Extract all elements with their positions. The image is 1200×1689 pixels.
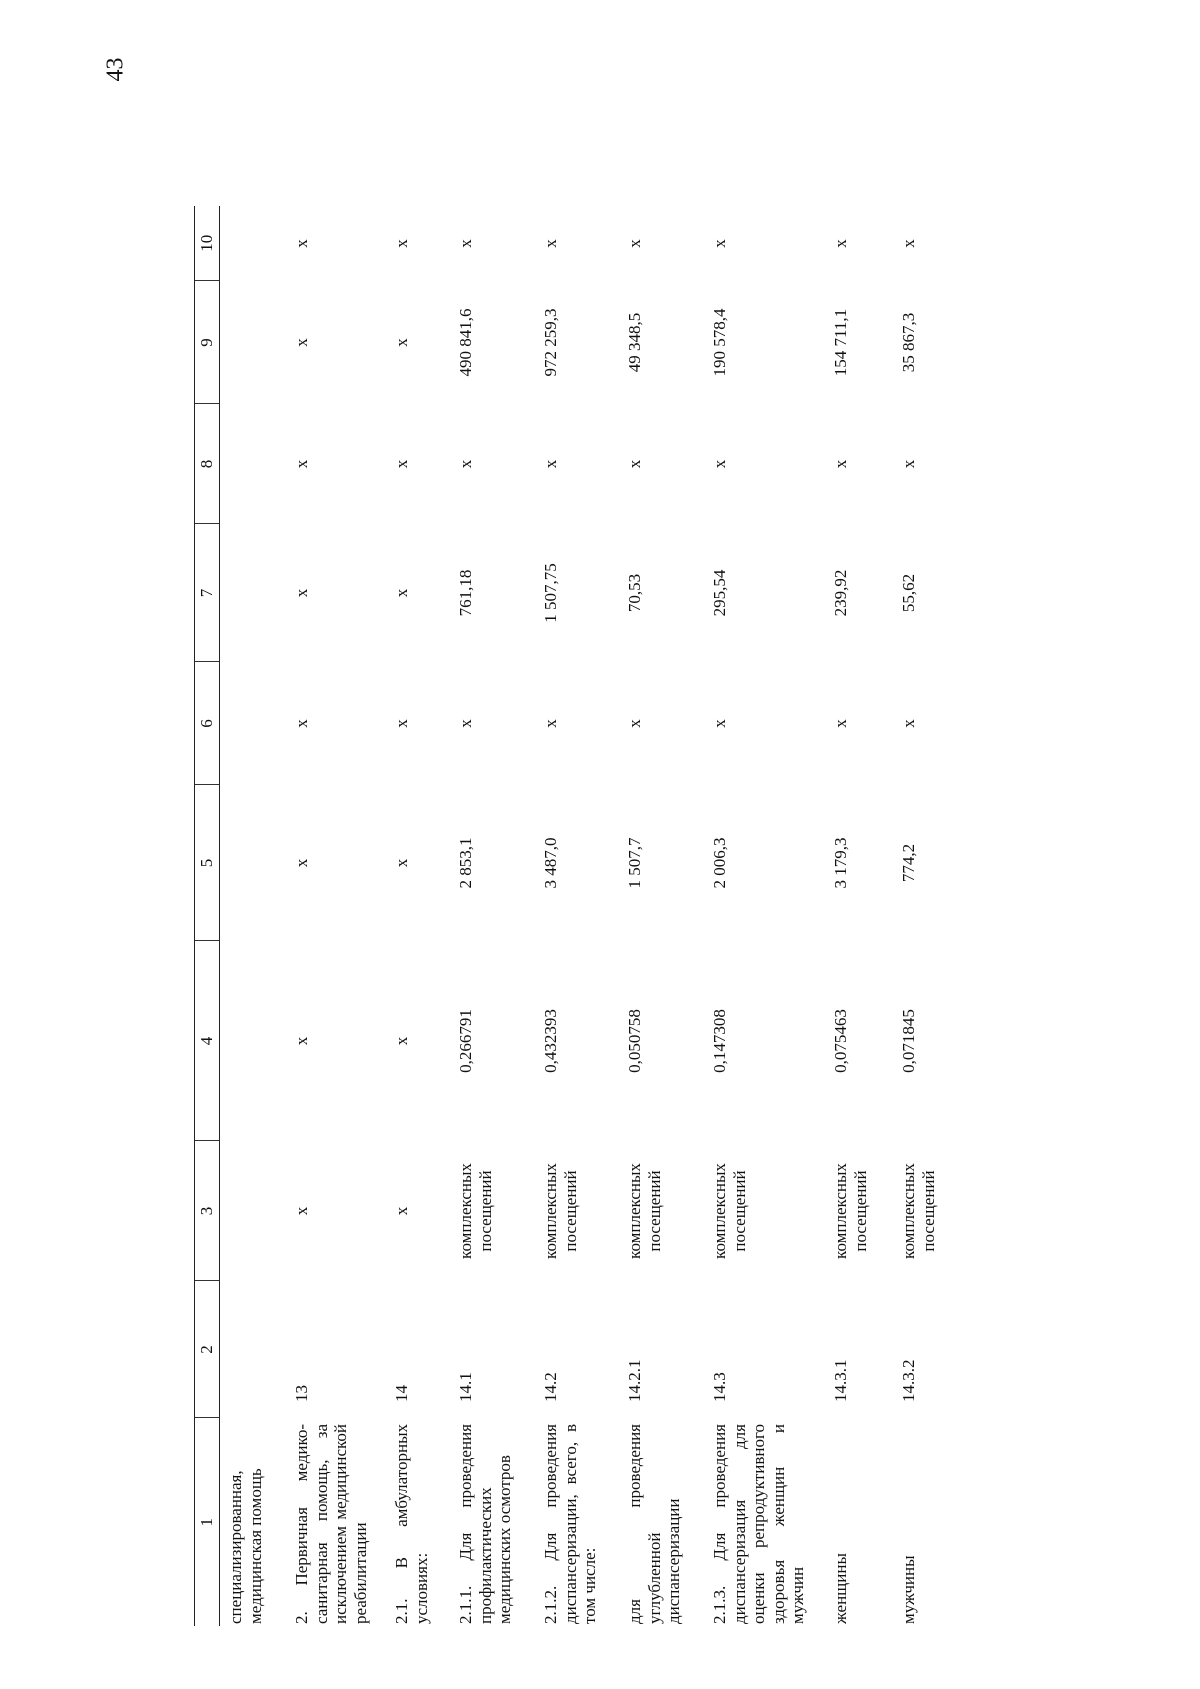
row-value-cell-7: 761,18 bbox=[456, 569, 475, 617]
row-value-cell-9: 49 348,5 bbox=[625, 312, 644, 373]
row-value-cell-5 bbox=[220, 785, 287, 941]
row-value-cell-10: x bbox=[456, 239, 475, 248]
header-cell-4: 4 bbox=[195, 941, 220, 1141]
row-code-cell: 14.3.2 bbox=[899, 1359, 918, 1402]
row-value-cell-8: x bbox=[541, 459, 560, 469]
row-unit-cell: комплексных посещений bbox=[899, 1163, 938, 1259]
row-value-cell-5: x bbox=[292, 858, 311, 868]
header-cell-9: 9 bbox=[195, 281, 220, 404]
row-value-cell-8: x bbox=[392, 459, 411, 469]
row-name-cell: 2.1. В амбулаторных условиях: bbox=[392, 1424, 431, 1624]
row-unit-cell: комплексных посещений bbox=[625, 1163, 664, 1259]
row-name-cell: 2.1.2. Для проведения диспансеризации, всего, в том числе: bbox=[541, 1424, 600, 1624]
table-row bbox=[619, 206, 704, 1626]
header-cell-6: 6 bbox=[195, 662, 220, 785]
row-value-cell-5: 1 507,7 bbox=[625, 837, 644, 889]
row-name-cell: 2.1.3. Для проведения диспансеризация для оценки репродуктивного здоровья женщин и мужчин bbox=[710, 1424, 808, 1624]
row-value-cell-8: x bbox=[625, 459, 644, 469]
row-value-cell-4: 0,071845 bbox=[899, 1009, 918, 1073]
row-value-cell-9: 190 578,4 bbox=[710, 308, 729, 377]
row-value-cell-8: x bbox=[456, 459, 475, 469]
row-value-cell-10: x bbox=[292, 239, 311, 248]
table-row bbox=[704, 206, 825, 1626]
row-value-cell-5: 2 853,1 bbox=[456, 837, 475, 889]
row-value-cell-10: x bbox=[392, 239, 411, 248]
table-row bbox=[220, 206, 287, 1626]
row-value-cell-9: x bbox=[392, 338, 411, 347]
row-value-cell-9: 154 711,1 bbox=[831, 308, 850, 377]
row-value-cell-6: x bbox=[899, 719, 918, 728]
row-value-cell-4: x bbox=[392, 1036, 411, 1046]
row-value-cell-5: 3 179,3 bbox=[831, 837, 850, 889]
row-value-cell-10: x bbox=[831, 239, 850, 248]
row-value-cell-4: 0,075463 bbox=[831, 1009, 850, 1073]
row-value-cell-10: x bbox=[625, 239, 644, 248]
row-value-cell-6: x bbox=[625, 719, 644, 728]
row-value-cell-7: 239,92 bbox=[831, 569, 850, 617]
header-cell-2: 2 bbox=[195, 1281, 220, 1418]
row-value-cell-6 bbox=[220, 662, 287, 785]
row-unit-cell bbox=[220, 1141, 287, 1281]
row-value-cell-5: 774,2 bbox=[899, 843, 918, 883]
row-value-cell-7: x bbox=[292, 588, 311, 598]
row-value-cell-10 bbox=[220, 206, 287, 281]
row-code-cell: 14.3 bbox=[710, 1372, 729, 1402]
row-name-cell: 2.1.1. Для проведения профилактических медицинских осмотров bbox=[456, 1424, 515, 1624]
row-code-cell: 14.3.1 bbox=[831, 1359, 850, 1402]
header-cell-1: 1 bbox=[195, 1418, 220, 1626]
row-value-cell-7: 55,62 bbox=[899, 573, 918, 613]
row-name-cell: для проведения углубленной диспансеризации bbox=[625, 1424, 684, 1624]
table-row bbox=[386, 206, 450, 1626]
table-row bbox=[286, 206, 386, 1626]
row-name-cell: мужчины bbox=[899, 1555, 918, 1624]
row-value-cell-6: x bbox=[392, 719, 411, 728]
header-row bbox=[195, 206, 220, 1626]
row-code-cell: 14.2.1 bbox=[625, 1359, 644, 1402]
row-unit-cell: комплексных посещений bbox=[710, 1163, 749, 1259]
row-value-cell-8 bbox=[220, 404, 287, 524]
row-value-cell-6: x bbox=[292, 719, 311, 728]
row-value-cell-4: 0,432393 bbox=[541, 1009, 560, 1073]
row-value-cell-7: 295,54 bbox=[710, 569, 729, 617]
row-unit-cell: комплексных посещений bbox=[831, 1163, 870, 1259]
row-value-cell-10: x bbox=[541, 239, 560, 248]
row-code-cell: 13 bbox=[292, 1385, 311, 1402]
row-value-cell-10: x bbox=[710, 239, 729, 248]
row-value-cell-8: x bbox=[831, 459, 850, 469]
row-value-cell-9 bbox=[220, 281, 287, 404]
row-name-cell: 2. Первичная медико-санитарная помощь, за исключением медицинской реабилитации bbox=[292, 1424, 370, 1624]
row-value-cell-6: x bbox=[541, 719, 560, 728]
table-row bbox=[535, 206, 619, 1626]
table-row bbox=[825, 206, 893, 1626]
row-value-cell-7 bbox=[220, 524, 287, 662]
row-unit-cell: комплексных посещений bbox=[541, 1163, 580, 1259]
row-value-cell-4: 0,147308 bbox=[710, 1009, 729, 1073]
row-code-cell: 14.2 bbox=[541, 1372, 560, 1402]
row-name-cell: женщины bbox=[831, 1553, 850, 1624]
row-code-cell bbox=[220, 1281, 287, 1418]
header-cell-7: 7 bbox=[195, 524, 220, 662]
header-cell-5: 5 bbox=[195, 785, 220, 941]
page-number: 43 bbox=[102, 57, 129, 82]
table-row bbox=[893, 206, 963, 1626]
row-value-cell-6: x bbox=[710, 719, 729, 728]
row-code-cell: 14 bbox=[392, 1385, 411, 1402]
data-table bbox=[194, 206, 963, 1626]
row-value-cell-4 bbox=[220, 941, 287, 1141]
row-value-cell-9: 490 841,6 bbox=[456, 308, 475, 377]
rotated-table-container bbox=[194, 206, 994, 1626]
row-value-cell-8: x bbox=[292, 459, 311, 469]
row-value-cell-8: x bbox=[899, 459, 918, 469]
row-unit-cell: x bbox=[392, 1206, 411, 1216]
row-value-cell-9: x bbox=[292, 338, 311, 347]
table-row bbox=[450, 206, 535, 1626]
row-value-cell-6: x bbox=[831, 719, 850, 728]
header-cell-8: 8 bbox=[195, 404, 220, 524]
row-value-cell-7: 1 507,75 bbox=[541, 563, 560, 623]
row-unit-cell: комплексных посещений bbox=[456, 1163, 495, 1259]
row-value-cell-7: x bbox=[392, 588, 411, 598]
row-value-cell-5: 2 006,3 bbox=[710, 837, 729, 889]
row-value-cell-8: x bbox=[710, 459, 729, 469]
row-value-cell-6: x bbox=[456, 719, 475, 728]
header-cell-3: 3 bbox=[195, 1141, 220, 1281]
row-value-cell-10: x bbox=[899, 239, 918, 248]
header-cell-10: 10 bbox=[195, 206, 220, 281]
row-value-cell-5: 3 487,0 bbox=[541, 837, 560, 889]
row-code-cell: 14.1 bbox=[456, 1372, 475, 1402]
row-value-cell-4: 0,266791 bbox=[456, 1009, 475, 1073]
row-value-cell-5: x bbox=[392, 858, 411, 868]
row-value-cell-4: 0,050758 bbox=[625, 1009, 644, 1073]
row-value-cell-4: x bbox=[292, 1036, 311, 1046]
row-unit-cell: x bbox=[292, 1206, 311, 1216]
row-value-cell-7: 70,53 bbox=[625, 573, 644, 613]
row-value-cell-9: 972 259,3 bbox=[541, 308, 560, 377]
row-value-cell-9: 35 867,3 bbox=[899, 312, 918, 373]
row-name-cell: специализированная, медицинская помощь bbox=[226, 1468, 265, 1624]
